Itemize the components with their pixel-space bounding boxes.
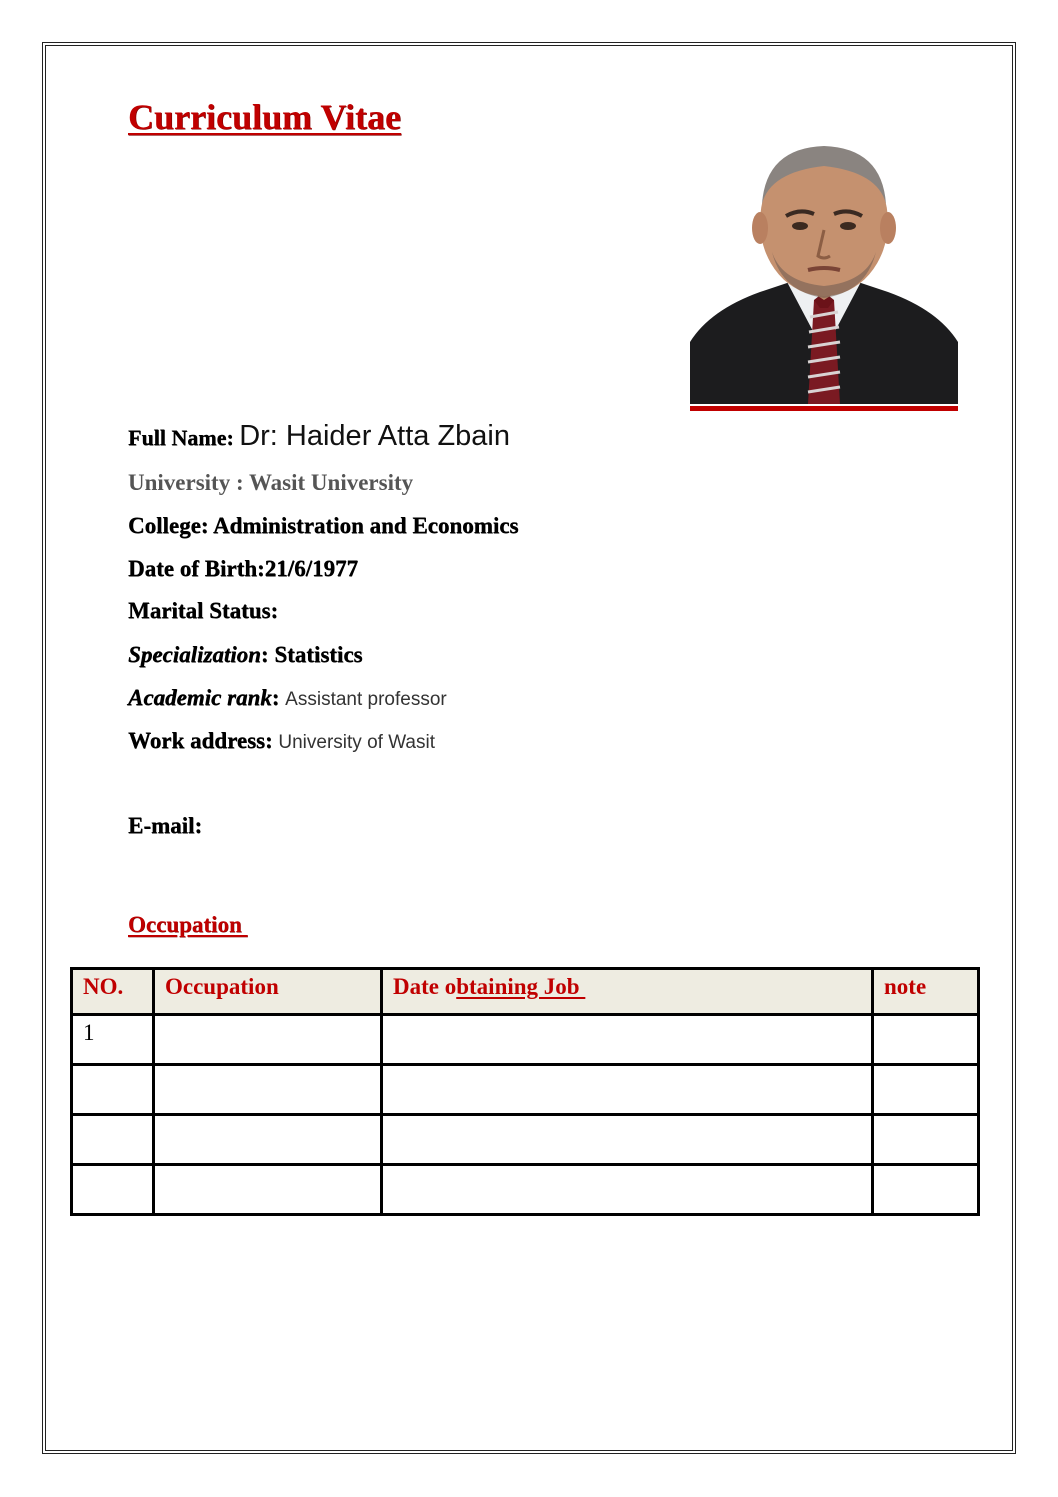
photo-underline bbox=[690, 406, 958, 411]
cell-no: 1 bbox=[72, 1015, 154, 1065]
cell-date bbox=[382, 1115, 873, 1165]
date-of-birth-field: Date of Birth:21/6/1977 bbox=[128, 556, 358, 581]
column-header-no: NO. bbox=[72, 969, 154, 1015]
column-header-date-part-b: btaining Job bbox=[456, 974, 586, 999]
full-name-label: Full Name: bbox=[128, 425, 234, 450]
cell-note bbox=[873, 1115, 979, 1165]
cell-no bbox=[72, 1165, 154, 1215]
column-header-note: note bbox=[873, 969, 979, 1015]
academic-rank-field bbox=[128, 685, 447, 711]
table-row bbox=[72, 1115, 979, 1165]
table-header-row bbox=[72, 969, 979, 1015]
cell-occupation bbox=[154, 1115, 382, 1165]
specialization-field bbox=[128, 642, 362, 668]
occupation-table bbox=[70, 967, 980, 1216]
table-row bbox=[72, 1165, 979, 1215]
table-row bbox=[72, 1065, 979, 1115]
cell-date bbox=[382, 1015, 873, 1065]
specialization-value: : Statistics bbox=[260, 642, 363, 667]
academic-rank-colon: : bbox=[271, 685, 280, 710]
portrait-photo-icon bbox=[690, 142, 958, 404]
column-header-occupation: Occupation bbox=[154, 969, 382, 1015]
cell-date bbox=[382, 1165, 873, 1215]
cell-no bbox=[72, 1115, 154, 1165]
cell-note bbox=[873, 1015, 979, 1065]
full-name-field bbox=[128, 420, 510, 453]
cell-no bbox=[72, 1065, 154, 1115]
cell-note bbox=[873, 1065, 979, 1115]
email-field: E-mail: bbox=[128, 813, 203, 838]
full-name-value: Dr: Haider Atta Zbain bbox=[239, 420, 510, 452]
column-header-date bbox=[382, 969, 873, 1015]
column-header-date-part-a: Date o bbox=[393, 974, 457, 999]
page-title: Curriculum Vitae bbox=[128, 97, 401, 137]
specialization-label: Specialization bbox=[128, 642, 261, 667]
work-address-value: University of Wasit bbox=[278, 732, 435, 753]
marital-status-field: Marital Status: bbox=[128, 598, 279, 623]
academic-rank-value: Assistant professor bbox=[285, 689, 447, 710]
academic-rank-label: Academic rank bbox=[128, 685, 272, 710]
work-address-field bbox=[128, 728, 435, 754]
table-row bbox=[72, 1015, 979, 1065]
college-field: College: Administration and Economics bbox=[128, 513, 519, 538]
work-address-label: Work address: bbox=[128, 728, 273, 753]
cell-note bbox=[873, 1165, 979, 1215]
cell-date bbox=[382, 1065, 873, 1115]
cell-occupation bbox=[154, 1065, 382, 1115]
cell-occupation bbox=[154, 1015, 382, 1065]
cell-occupation bbox=[154, 1165, 382, 1215]
occupation-heading: Occupation bbox=[128, 912, 248, 937]
university-field: University : Wasit University bbox=[128, 470, 414, 495]
